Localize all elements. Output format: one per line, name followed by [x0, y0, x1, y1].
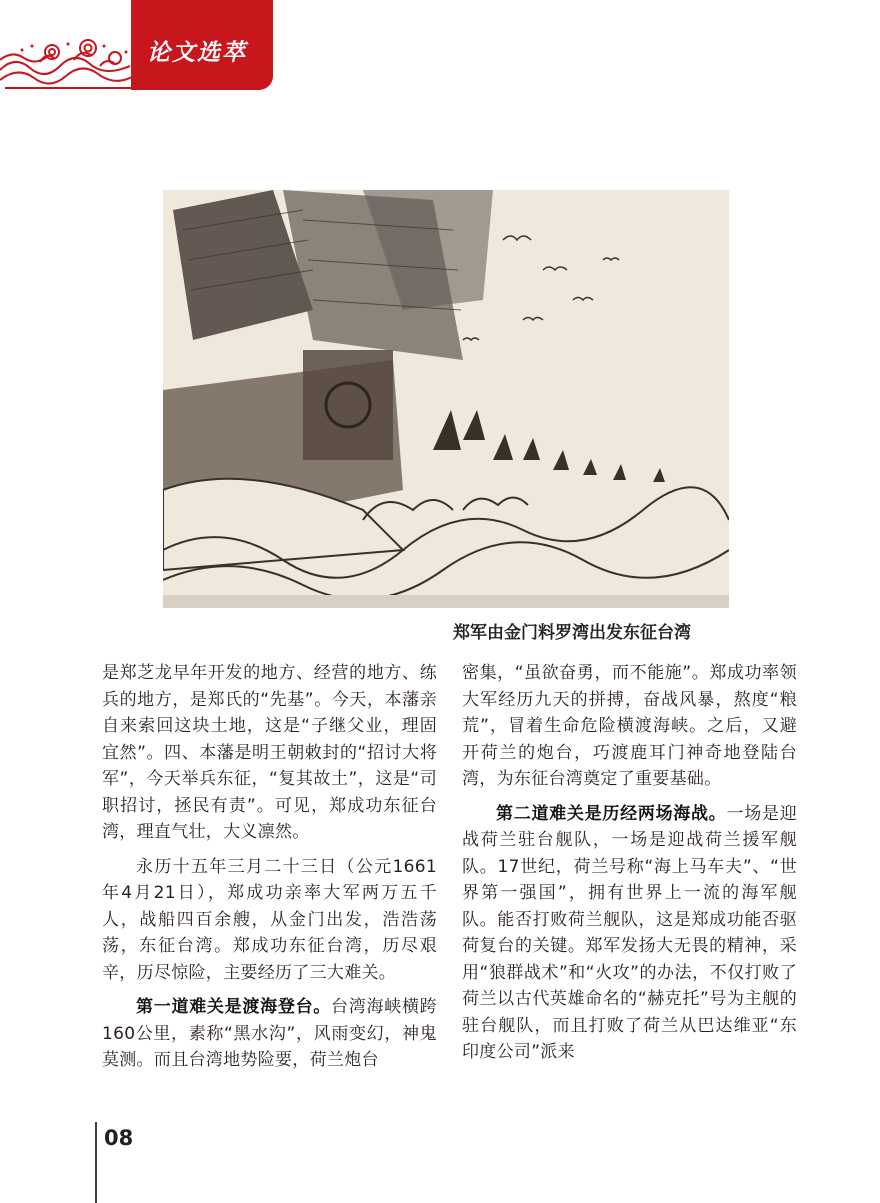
paragraph-heading: 第一道难关是渡海登台。: [136, 997, 332, 1017]
right-column: [462, 660, 797, 1074]
naval-expedition-illustration: [163, 190, 729, 608]
figure-caption: 郑军由金门料罗湾出发东征台湾: [453, 623, 691, 643]
page-number: 08: [104, 1126, 134, 1150]
page-margin-rule: [95, 1122, 97, 1203]
paragraph-body: 台湾海峡横跨160公里，素称“黑水沟”，风雨变幻，神鬼莫测。而且台湾地势险要，荷兰炮台: [102, 997, 437, 1070]
illustration-artwork: [163, 190, 729, 608]
paragraph: [462, 801, 797, 1066]
section-header: [0, 0, 273, 90]
paragraph: 永历十五年三月二十三日（公元1661年4月21日），郑成功亲率大军两万五千人，战船四百余艘，从金门出发，浩浩荡荡，东征台湾。郑成功东征台湾，历尽艰辛，历尽惊险，主要经历了三大难关。: [102, 856, 437, 983]
paragraph: [102, 994, 437, 1074]
wave-pattern-icon: [0, 0, 140, 90]
paragraph: 是郑芝龙早年开发的地方、经营的地方、练兵的地方，是郑氏的“先基”。今天，本藩亲自来索回这块土地，这是“子继父业，理固宜然”。四、本藩是明王朝敕封的“招讨大将军”，今天举兵东征，“复其故土”，这是“司职招讨，拯民有责”。可见，郑成功东征台湾，理直气壮，大义凛然。: [102, 663, 437, 842]
paragraph-body: 一场是迎战荷兰驻台舰队，一场是迎战荷兰援军舰队。17世纪，荷兰号称“海上马车夫”、“世界第一强国”，拥有世界上一流的海军舰队。能否打败荷兰舰队，这是郑成功能否驱荷复台的关键。郑军发扬大无畏的精神，采用“狼群战术”和“火攻”的办法，不仅打败了荷兰以古代英雄命名的“赫克托”号为主舰的驻台舰队，而且打败了荷兰从巴达维亚“东印度公司”派来: [462, 803, 797, 1062]
left-column: [102, 660, 437, 1082]
paragraph-heading: 第二道难关是历经两场海战。: [496, 803, 727, 824]
paragraph: 密集，“虽欲奋勇，而不能施”。郑成功率领大军经历九天的拼搏，奋战风暴，熬度“粮荒”，冒着生命危险横渡海峡。之后，又避开荷兰的炮台，巧渡鹿耳门神奇地登陆台湾，为东征台湾奠定了重要基础。: [462, 663, 797, 789]
section-title: 论文选萃: [147, 40, 247, 66]
